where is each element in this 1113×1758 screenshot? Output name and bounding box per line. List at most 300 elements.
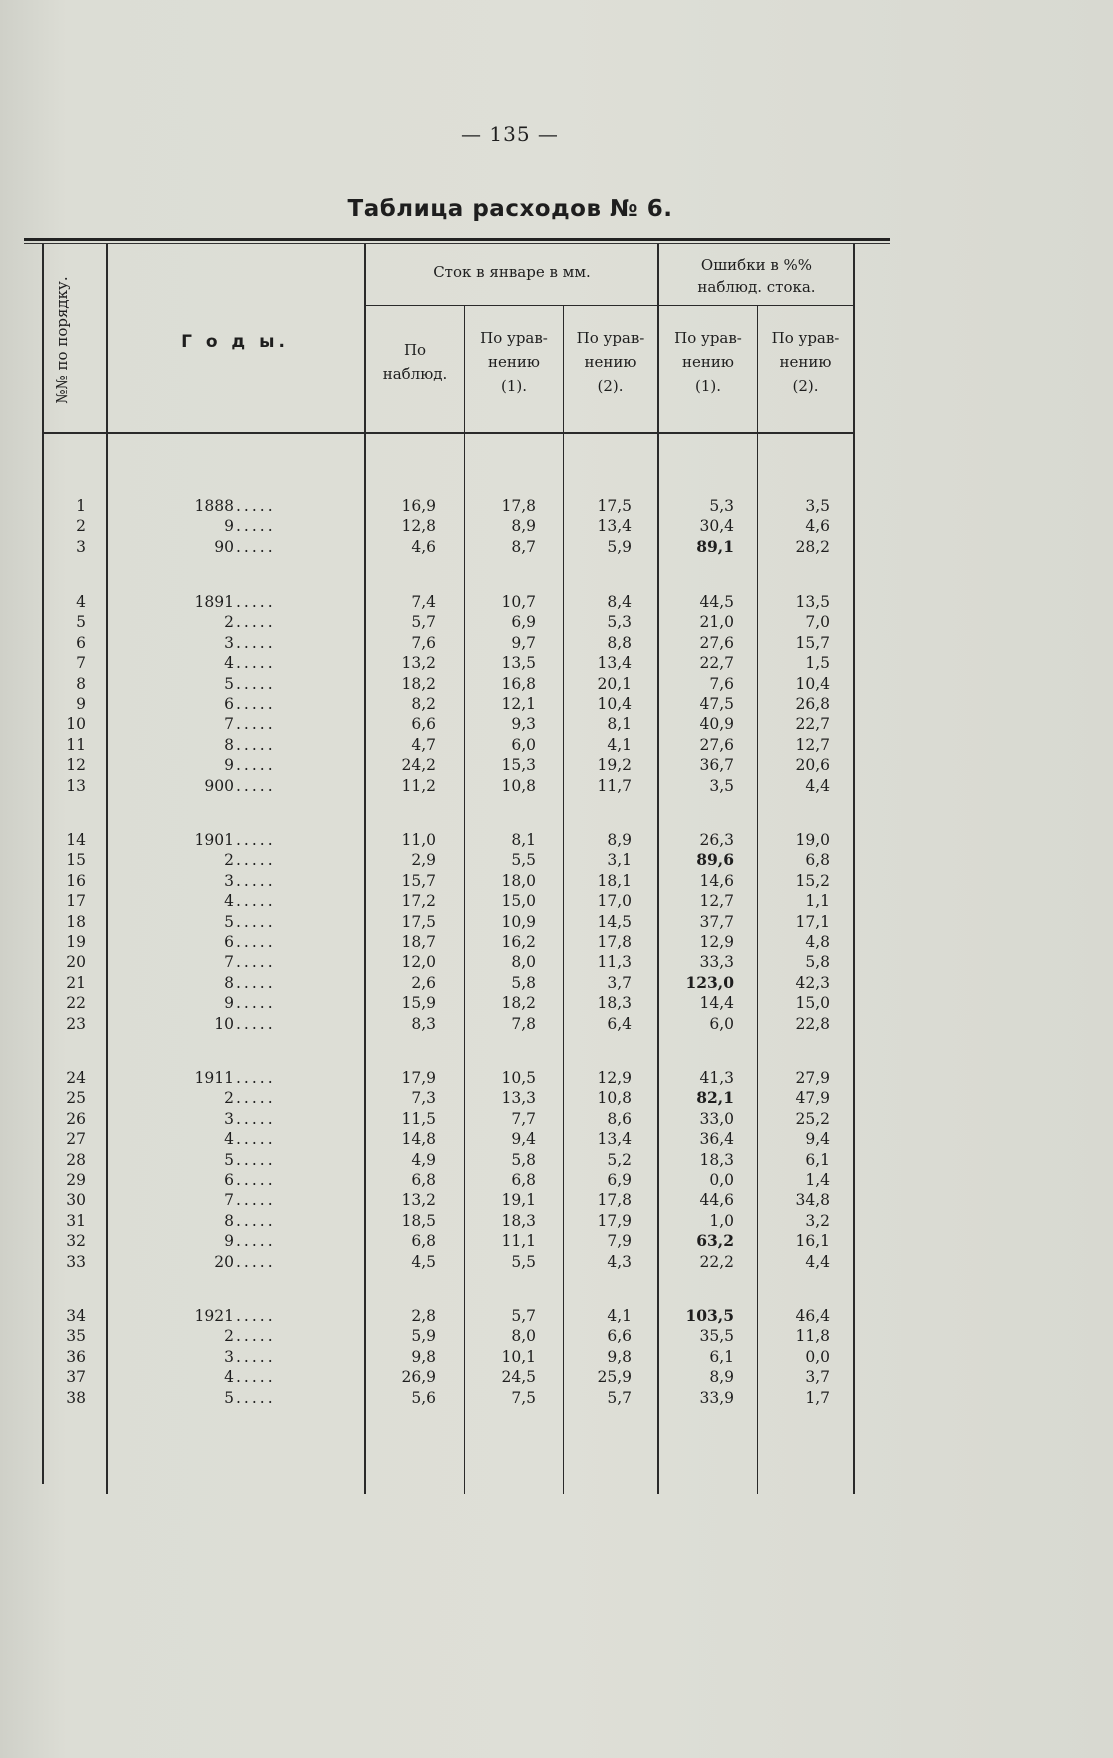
err1-cell: 6,0 bbox=[709, 1014, 734, 1033]
eq2-cell: 8,4 bbox=[607, 593, 632, 611]
table-row bbox=[0, 1014, 1113, 1034]
table-row bbox=[0, 1170, 1113, 1190]
observed-cell: 4,9 bbox=[411, 1150, 436, 1169]
err2-cell: 11,8 bbox=[795, 1327, 830, 1346]
eq2-cell: 14,5 bbox=[597, 912, 632, 931]
eq2-cell: 4,1 bbox=[607, 735, 632, 754]
eq2-cell: 12,9 bbox=[597, 1069, 632, 1087]
header-col-observed-line2: наблюд. bbox=[382, 365, 448, 383]
table-row bbox=[0, 714, 1113, 734]
err1-cell: 30,4 bbox=[699, 517, 734, 536]
err2-cell: 15,0 bbox=[795, 994, 830, 1013]
row-number-cell: 2 bbox=[76, 517, 86, 536]
year-cell: 8 bbox=[224, 1211, 234, 1230]
err1-cell: 22,7 bbox=[699, 654, 734, 673]
header-col-observed-line1: По bbox=[403, 341, 427, 359]
eq1-cell: 10,9 bbox=[501, 912, 536, 931]
leader-dots: ..... bbox=[236, 1327, 276, 1346]
eq2-cell: 8,6 bbox=[607, 1109, 632, 1128]
observed-cell: 11,2 bbox=[401, 776, 436, 795]
err1-cell: 14,6 bbox=[699, 871, 734, 890]
row-number-cell: 12 bbox=[66, 756, 86, 775]
eq2-cell: 20,1 bbox=[597, 674, 632, 693]
eq1-cell: 9,7 bbox=[511, 633, 536, 652]
err2-cell: 6,1 bbox=[805, 1150, 830, 1169]
table-row bbox=[0, 1150, 1113, 1170]
err2-cell: 6,8 bbox=[805, 851, 830, 870]
table-row bbox=[0, 952, 1113, 972]
header-col-err2-line1: По урав- bbox=[771, 329, 840, 347]
leader-dots: ..... bbox=[236, 933, 276, 951]
header-col-err2-line2: нению bbox=[779, 353, 832, 371]
err2-cell: 46,4 bbox=[795, 1307, 830, 1325]
eq2-cell: 6,9 bbox=[607, 1171, 632, 1189]
year-cell: 2 bbox=[224, 851, 234, 870]
year-cell: 3 bbox=[224, 1347, 234, 1366]
year-cell: 1891 bbox=[194, 593, 234, 611]
eq2-cell: 8,1 bbox=[607, 715, 632, 734]
header-col-err1-line2: нению bbox=[682, 353, 734, 371]
observed-cell: 7,4 bbox=[411, 593, 436, 611]
err1-cell: 103,5 bbox=[685, 1306, 734, 1325]
eq1-cell: 6,8 bbox=[511, 1171, 536, 1189]
table-row bbox=[0, 1190, 1113, 1210]
err1-cell: 89,6 bbox=[696, 850, 734, 870]
err2-cell: 1,1 bbox=[805, 892, 830, 911]
leader-dots: ..... bbox=[236, 674, 276, 693]
header-runoff-group: Сток в январе в мм. bbox=[433, 263, 591, 281]
table-row bbox=[0, 973, 1113, 993]
table-row bbox=[0, 592, 1113, 612]
eq1-cell: 18,3 bbox=[501, 1211, 536, 1230]
year-cell: 8 bbox=[224, 973, 234, 992]
table-row bbox=[0, 1088, 1113, 1108]
table-row bbox=[0, 537, 1113, 557]
row-number-cell: 32 bbox=[66, 1232, 86, 1251]
year-cell: 10 bbox=[214, 1014, 234, 1033]
year-cell: 5 bbox=[224, 1388, 234, 1407]
err2-cell: 27,9 bbox=[795, 1069, 830, 1087]
leader-dots: ..... bbox=[236, 756, 276, 775]
err2-cell: 13,5 bbox=[795, 593, 830, 611]
leader-dots: ..... bbox=[236, 953, 276, 972]
leader-dots: ..... bbox=[236, 735, 276, 754]
row-number-cell: 24 bbox=[66, 1069, 86, 1087]
row-number-cell: 26 bbox=[66, 1109, 86, 1128]
year-cell: 2 bbox=[224, 1327, 234, 1346]
leader-dots: ..... bbox=[236, 695, 276, 713]
err1-cell: 37,7 bbox=[699, 912, 734, 931]
table-row bbox=[0, 1306, 1113, 1326]
eq2-cell: 13,4 bbox=[597, 1130, 632, 1149]
err2-cell: 4,4 bbox=[805, 776, 830, 795]
eq1-cell: 13,5 bbox=[501, 654, 536, 673]
leader-dots: ..... bbox=[236, 776, 276, 795]
row-number-cell: 37 bbox=[66, 1368, 86, 1387]
header-subdivider bbox=[659, 305, 855, 306]
eq2-cell: 19,2 bbox=[597, 756, 632, 775]
err2-cell: 22,7 bbox=[795, 715, 830, 734]
table-row bbox=[0, 830, 1113, 850]
eq2-cell: 5,9 bbox=[607, 537, 632, 556]
eq2-cell: 17,9 bbox=[597, 1211, 632, 1230]
err1-cell: 3,5 bbox=[709, 776, 734, 795]
year-cell: 4 bbox=[224, 1368, 234, 1387]
eq1-cell: 5,8 bbox=[511, 1150, 536, 1169]
err2-cell: 0,0 bbox=[805, 1347, 830, 1366]
year-cell: 7 bbox=[224, 953, 234, 972]
err1-cell: 12,7 bbox=[699, 892, 734, 911]
err2-cell: 4,4 bbox=[805, 1252, 830, 1271]
err2-cell: 22,8 bbox=[795, 1014, 830, 1033]
observed-cell: 15,9 bbox=[401, 994, 436, 1013]
leader-dots: ..... bbox=[236, 1191, 276, 1210]
leader-dots: ..... bbox=[236, 497, 276, 515]
table-row bbox=[0, 1367, 1113, 1387]
err1-cell: 22,2 bbox=[699, 1252, 734, 1271]
observed-cell: 18,5 bbox=[401, 1211, 436, 1230]
err1-cell: 6,1 bbox=[709, 1347, 734, 1366]
eq1-cell: 5,5 bbox=[511, 851, 536, 870]
observed-cell: 13,2 bbox=[401, 654, 436, 673]
observed-cell: 6,6 bbox=[411, 715, 436, 734]
row-number-cell: 18 bbox=[66, 912, 86, 931]
row-number-cell: 1 bbox=[76, 497, 86, 515]
eq1-cell: 8,0 bbox=[511, 1327, 536, 1346]
err1-cell: 8,9 bbox=[709, 1368, 734, 1387]
row-number-cell: 21 bbox=[66, 973, 86, 992]
leader-dots: ..... bbox=[236, 851, 276, 870]
err2-cell: 1,4 bbox=[805, 1171, 830, 1189]
err1-cell: 82,1 bbox=[696, 1088, 734, 1108]
header-errors-group bbox=[659, 254, 854, 298]
observed-cell: 7,3 bbox=[411, 1089, 436, 1108]
eq1-cell: 17,8 bbox=[501, 497, 536, 515]
eq2-cell: 17,5 bbox=[597, 497, 632, 515]
table-row bbox=[0, 1109, 1113, 1129]
eq1-cell: 12,1 bbox=[501, 695, 536, 713]
header-col-eq2-line1: По урав- bbox=[576, 329, 645, 347]
table-row bbox=[0, 1231, 1113, 1251]
row-number-cell: 22 bbox=[66, 994, 86, 1013]
row-number-cell: 36 bbox=[66, 1347, 86, 1366]
row-number-cell: 35 bbox=[66, 1327, 86, 1346]
observed-cell: 24,2 bbox=[401, 756, 436, 775]
year-cell: 900 bbox=[204, 776, 234, 795]
leader-dots: ..... bbox=[236, 1388, 276, 1407]
leader-dots: ..... bbox=[236, 1171, 276, 1189]
table-title: Таблица расходов № 6. bbox=[347, 196, 673, 222]
row-number-cell: 4 bbox=[76, 593, 86, 611]
err1-cell: 41,3 bbox=[699, 1069, 734, 1087]
eq2-cell: 8,8 bbox=[607, 633, 632, 652]
leader-dots: ..... bbox=[236, 1252, 276, 1271]
err1-cell: 44,5 bbox=[699, 593, 734, 611]
row-number-cell: 19 bbox=[66, 933, 86, 951]
eq1-cell: 18,0 bbox=[501, 871, 536, 890]
eq1-cell: 16,8 bbox=[501, 674, 536, 693]
eq2-cell: 5,2 bbox=[607, 1150, 632, 1169]
eq1-cell: 6,0 bbox=[511, 735, 536, 754]
eq1-cell: 7,8 bbox=[511, 1014, 536, 1033]
leader-dots: ..... bbox=[236, 715, 276, 734]
row-number-cell: 28 bbox=[66, 1150, 86, 1169]
err2-cell: 17,1 bbox=[795, 912, 830, 931]
table-row bbox=[0, 912, 1113, 932]
eq2-cell: 5,7 bbox=[607, 1388, 632, 1407]
observed-cell: 12,0 bbox=[401, 953, 436, 972]
eq2-cell: 9,8 bbox=[607, 1347, 632, 1366]
header-col-err1-line3: (1). bbox=[694, 377, 721, 395]
header-col-observed bbox=[366, 338, 464, 386]
observed-cell: 12,8 bbox=[401, 517, 436, 536]
table-row bbox=[0, 612, 1113, 632]
header-row-number bbox=[42, 250, 82, 430]
err2-cell: 12,7 bbox=[795, 735, 830, 754]
observed-cell: 18,7 bbox=[401, 933, 436, 951]
header-col-eq1-line1: По урав- bbox=[480, 329, 548, 347]
eq2-cell: 8,9 bbox=[607, 831, 632, 849]
err1-cell: 33,9 bbox=[699, 1388, 734, 1407]
header-errors-line2: наблюд. стока. bbox=[697, 278, 816, 296]
eq2-cell: 3,1 bbox=[607, 851, 632, 870]
observed-cell: 5,9 bbox=[411, 1327, 436, 1346]
row-number-cell: 16 bbox=[66, 871, 86, 890]
eq2-cell: 4,3 bbox=[607, 1252, 632, 1271]
year-cell: 9 bbox=[224, 1232, 234, 1251]
eq2-cell: 13,4 bbox=[597, 654, 632, 673]
err2-cell: 3,5 bbox=[805, 497, 830, 515]
eq2-cell: 5,3 bbox=[607, 613, 632, 632]
eq1-cell: 8,7 bbox=[511, 537, 536, 556]
eq2-cell: 3,7 bbox=[607, 973, 632, 992]
err1-cell: 35,5 bbox=[699, 1327, 734, 1346]
year-cell: 3 bbox=[224, 1109, 234, 1128]
leader-dots: ..... bbox=[236, 831, 276, 849]
row-number-cell: 8 bbox=[76, 674, 86, 693]
eq1-cell: 9,3 bbox=[511, 715, 536, 734]
leader-dots: ..... bbox=[236, 593, 276, 611]
row-number-cell: 11 bbox=[66, 735, 86, 754]
eq1-cell: 9,4 bbox=[511, 1130, 536, 1149]
eq1-cell: 15,3 bbox=[501, 756, 536, 775]
table-row bbox=[0, 516, 1113, 536]
header-col-eq2 bbox=[564, 326, 657, 398]
year-cell: 5 bbox=[224, 912, 234, 931]
row-number-cell: 23 bbox=[66, 1014, 86, 1033]
leader-dots: ..... bbox=[236, 1232, 276, 1251]
err1-cell: 21,0 bbox=[699, 613, 734, 632]
leader-dots: ..... bbox=[236, 613, 276, 632]
table-row bbox=[0, 653, 1113, 673]
row-number-cell: 7 bbox=[76, 654, 86, 673]
observed-cell: 14,8 bbox=[401, 1130, 436, 1149]
eq1-cell: 10,5 bbox=[501, 1069, 536, 1087]
observed-cell: 5,6 bbox=[411, 1388, 436, 1407]
year-cell: 4 bbox=[224, 654, 234, 673]
year-cell: 9 bbox=[224, 756, 234, 775]
eq1-cell: 6,9 bbox=[511, 613, 536, 632]
eq1-cell: 8,1 bbox=[511, 831, 536, 849]
eq2-cell: 6,6 bbox=[607, 1327, 632, 1346]
row-number-cell: 15 bbox=[66, 851, 86, 870]
leader-dots: ..... bbox=[236, 537, 276, 556]
eq1-cell: 8,9 bbox=[511, 517, 536, 536]
row-number-cell: 17 bbox=[66, 892, 86, 911]
eq1-cell: 7,7 bbox=[511, 1109, 536, 1128]
table-row bbox=[0, 1129, 1113, 1149]
err1-cell: 27,6 bbox=[699, 633, 734, 652]
err2-cell: 19,0 bbox=[795, 831, 830, 849]
eq1-cell: 15,0 bbox=[501, 892, 536, 911]
row-number-cell: 3 bbox=[76, 537, 86, 556]
eq2-cell: 18,3 bbox=[597, 994, 632, 1013]
observed-cell: 6,8 bbox=[411, 1232, 436, 1251]
err2-cell: 4,6 bbox=[805, 517, 830, 536]
err1-cell: 63,2 bbox=[696, 1231, 734, 1251]
table-row bbox=[0, 871, 1113, 891]
header-errors-line1: Ошибки в %% bbox=[700, 256, 813, 274]
row-number-cell: 30 bbox=[66, 1191, 86, 1210]
leader-dots: ..... bbox=[236, 912, 276, 931]
err2-cell: 28,2 bbox=[795, 537, 830, 556]
row-number-cell: 6 bbox=[76, 633, 86, 652]
err1-cell: 14,4 bbox=[699, 994, 734, 1013]
observed-cell: 6,8 bbox=[411, 1171, 436, 1189]
err1-cell: 0,0 bbox=[709, 1171, 734, 1189]
err2-cell: 7,0 bbox=[805, 613, 830, 632]
header-col-err1 bbox=[659, 326, 757, 398]
err2-cell: 26,8 bbox=[795, 695, 830, 713]
eq2-cell: 11,7 bbox=[597, 776, 632, 795]
leader-dots: ..... bbox=[236, 1109, 276, 1128]
header-years: Г о д ы. bbox=[181, 332, 289, 352]
eq1-cell: 5,8 bbox=[511, 973, 536, 992]
observed-cell: 26,9 bbox=[401, 1368, 436, 1387]
eq2-cell: 17,8 bbox=[597, 933, 632, 951]
err1-cell: 36,7 bbox=[699, 756, 734, 775]
table-row bbox=[0, 1326, 1113, 1346]
year-cell: 1921 bbox=[194, 1307, 234, 1325]
err1-cell: 36,4 bbox=[699, 1130, 734, 1149]
header-col-eq2-line3: (2). bbox=[597, 377, 624, 395]
year-cell: 9 bbox=[224, 994, 234, 1013]
err1-cell: 5,3 bbox=[709, 497, 734, 515]
observed-cell: 17,5 bbox=[401, 912, 436, 931]
eq2-cell: 17,8 bbox=[597, 1191, 632, 1210]
year-cell: 9 bbox=[224, 517, 234, 536]
leader-dots: ..... bbox=[236, 633, 276, 652]
header-col-err2-line3: (2). bbox=[792, 377, 819, 395]
year-cell: 4 bbox=[224, 892, 234, 911]
year-cell: 3 bbox=[224, 633, 234, 652]
year-cell: 2 bbox=[224, 1089, 234, 1108]
year-cell: 2 bbox=[224, 613, 234, 632]
err2-cell: 5,8 bbox=[805, 953, 830, 972]
table-row bbox=[0, 932, 1113, 952]
err2-cell: 20,6 bbox=[795, 756, 830, 775]
err1-cell: 1,0 bbox=[709, 1211, 734, 1230]
observed-cell: 4,7 bbox=[411, 735, 436, 754]
leader-dots: ..... bbox=[236, 1150, 276, 1169]
err1-cell: 12,9 bbox=[699, 933, 734, 951]
err1-cell: 26,3 bbox=[699, 831, 734, 849]
year-cell: 7 bbox=[224, 1191, 234, 1210]
leader-dots: ..... bbox=[236, 1130, 276, 1149]
eq1-cell: 16,2 bbox=[501, 933, 536, 951]
row-number-cell: 29 bbox=[66, 1171, 86, 1189]
err1-cell: 18,3 bbox=[699, 1150, 734, 1169]
table-row bbox=[0, 850, 1113, 870]
eq1-cell: 10,8 bbox=[501, 776, 536, 795]
eq1-cell: 10,1 bbox=[501, 1347, 536, 1366]
observed-cell: 7,6 bbox=[411, 633, 436, 652]
row-number-cell: 10 bbox=[66, 715, 86, 734]
eq2-cell: 18,1 bbox=[597, 871, 632, 890]
err2-cell: 1,7 bbox=[805, 1388, 830, 1407]
err2-cell: 1,5 bbox=[805, 654, 830, 673]
leader-dots: ..... bbox=[236, 654, 276, 673]
table-row bbox=[0, 1388, 1113, 1408]
leader-dots: ..... bbox=[236, 973, 276, 992]
err2-cell: 3,7 bbox=[805, 1368, 830, 1387]
row-number-cell: 13 bbox=[66, 776, 86, 795]
table-row bbox=[0, 694, 1113, 714]
leader-dots: ..... bbox=[236, 1307, 276, 1325]
leader-dots: ..... bbox=[236, 1347, 276, 1366]
year-cell: 1911 bbox=[194, 1069, 234, 1087]
err2-cell: 47,9 bbox=[795, 1089, 830, 1108]
year-cell: 6 bbox=[224, 933, 234, 951]
eq1-cell: 10,7 bbox=[501, 593, 536, 611]
observed-cell: 8,2 bbox=[411, 695, 436, 713]
year-cell: 5 bbox=[224, 674, 234, 693]
observed-cell: 18,2 bbox=[401, 674, 436, 693]
row-number-cell: 14 bbox=[66, 831, 86, 849]
table-row bbox=[0, 1068, 1113, 1088]
eq2-cell: 11,3 bbox=[597, 953, 632, 972]
year-cell: 1901 bbox=[194, 831, 234, 849]
err1-cell: 44,6 bbox=[699, 1191, 734, 1210]
page-number: — 135 — bbox=[461, 122, 559, 146]
err1-cell: 40,9 bbox=[699, 715, 734, 734]
err1-cell: 123,0 bbox=[685, 972, 734, 992]
err1-cell: 33,3 bbox=[699, 953, 734, 972]
year-cell: 8 bbox=[224, 735, 234, 754]
header-col-eq1-line3: (1). bbox=[500, 377, 527, 395]
year-cell: 20 bbox=[214, 1252, 234, 1271]
err2-cell: 16,1 bbox=[795, 1232, 830, 1251]
row-number-cell: 27 bbox=[66, 1130, 86, 1149]
header-col-err2 bbox=[758, 326, 853, 398]
err2-cell: 25,2 bbox=[795, 1109, 830, 1128]
year-cell: 3 bbox=[224, 871, 234, 890]
row-number-cell: 9 bbox=[76, 695, 86, 713]
err2-cell: 10,4 bbox=[795, 674, 830, 693]
leader-dots: ..... bbox=[236, 871, 276, 890]
row-number-cell: 34 bbox=[66, 1307, 86, 1325]
err2-cell: 3,2 bbox=[805, 1211, 830, 1230]
header-subdivider bbox=[366, 305, 659, 306]
row-number-cell: 38 bbox=[66, 1388, 86, 1407]
observed-cell: 5,7 bbox=[411, 613, 436, 632]
eq1-cell: 18,2 bbox=[501, 994, 536, 1013]
err2-cell: 9,4 bbox=[805, 1130, 830, 1149]
observed-cell: 13,2 bbox=[401, 1191, 436, 1210]
observed-cell: 16,9 bbox=[401, 497, 436, 515]
table-row bbox=[0, 891, 1113, 911]
year-cell: 6 bbox=[224, 695, 234, 713]
